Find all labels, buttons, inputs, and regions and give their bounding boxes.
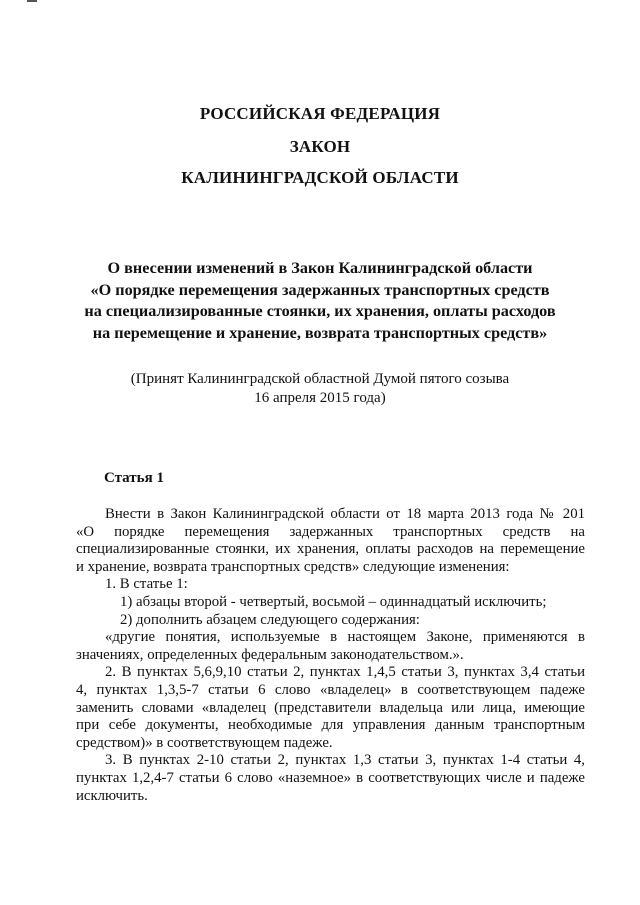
body-line: исключить. xyxy=(76,787,148,804)
body-line: и хранение, возврата транспортных средств» следующие изменения: xyxy=(76,558,510,575)
body-line: значениях, определенных федеральным законодательством.». xyxy=(76,646,464,663)
body-line: 2. В пунктах 5,6,9,10 статьи 2, пунктах 1,4,5 статьи 3, пунктах 3,4 статьи xyxy=(105,664,585,681)
adoption-date: 16 апреля 2015 года) xyxy=(254,390,386,406)
adoption-line: (Принят Калининградской областной Думой пятого созыва xyxy=(130,371,510,387)
heading-region: КАЛИНИНГРАДСКОЙ ОБЛАСТИ xyxy=(181,168,459,187)
law-title-line: «О порядке перемещения задержанных транспортных средств xyxy=(90,280,550,299)
law-title xyxy=(60,258,580,344)
body-line: пунктах 1,2,4-7 статьи 6 слово «наземное» в соответствующих числе и падеже xyxy=(76,769,585,786)
body-line: 3. В пунктах 2-10 статьи 2, пунктах 1,3 статьи 3, пунктах 1-4 статьи 4, xyxy=(105,752,585,769)
body-line: 1. В статье 1: xyxy=(105,576,188,593)
law-title-line: на перемещение и хранение, возврата транспортных средств» xyxy=(92,323,548,342)
body-line: средством)» в соответствующем падеже. xyxy=(76,734,333,751)
body-line: «О порядке перемещения задержанных транспортных средств на xyxy=(76,523,585,540)
law-title-line: на специализированные стоянки, их хранения, оплаты расходов xyxy=(84,302,556,320)
heading-law: ЗАКОН xyxy=(289,137,351,156)
law-title-line: О внесении изменений в Закон Калининградской области xyxy=(107,259,533,277)
article-title: Статья 1 xyxy=(104,470,164,486)
body-line: Внести в Закон Калининградской области от 18 марта 2013 года № 201 xyxy=(105,506,585,522)
body-line: при себе документы, необходимые для управления данным транспортным xyxy=(76,717,585,734)
body-line: специализированные стоянки, их хранения, оплаты расходов на перемещение xyxy=(76,541,585,558)
article-body xyxy=(76,506,585,805)
adoption-note xyxy=(60,370,580,408)
body-line: 2) дополнить абзацем следующего содержания: xyxy=(120,611,420,628)
body-line: заменить словами «владелец (представители владельца или лица, имеющие xyxy=(76,699,585,716)
body-line: 4, пунктах 1,3,5-7 статьи 6 слово «владелец» в соответствующем падеже xyxy=(76,681,585,698)
heading-country: РОССИЙСКАЯ ФЕДЕРАЦИЯ xyxy=(199,104,441,123)
body-line: 1) абзацы второй - четвертый, восьмой – одиннадцатый исключить; xyxy=(120,593,547,610)
scan-mark xyxy=(27,0,37,7)
body-line: «другие понятия, используемые в настоящем Законе, применяются в xyxy=(105,629,585,646)
